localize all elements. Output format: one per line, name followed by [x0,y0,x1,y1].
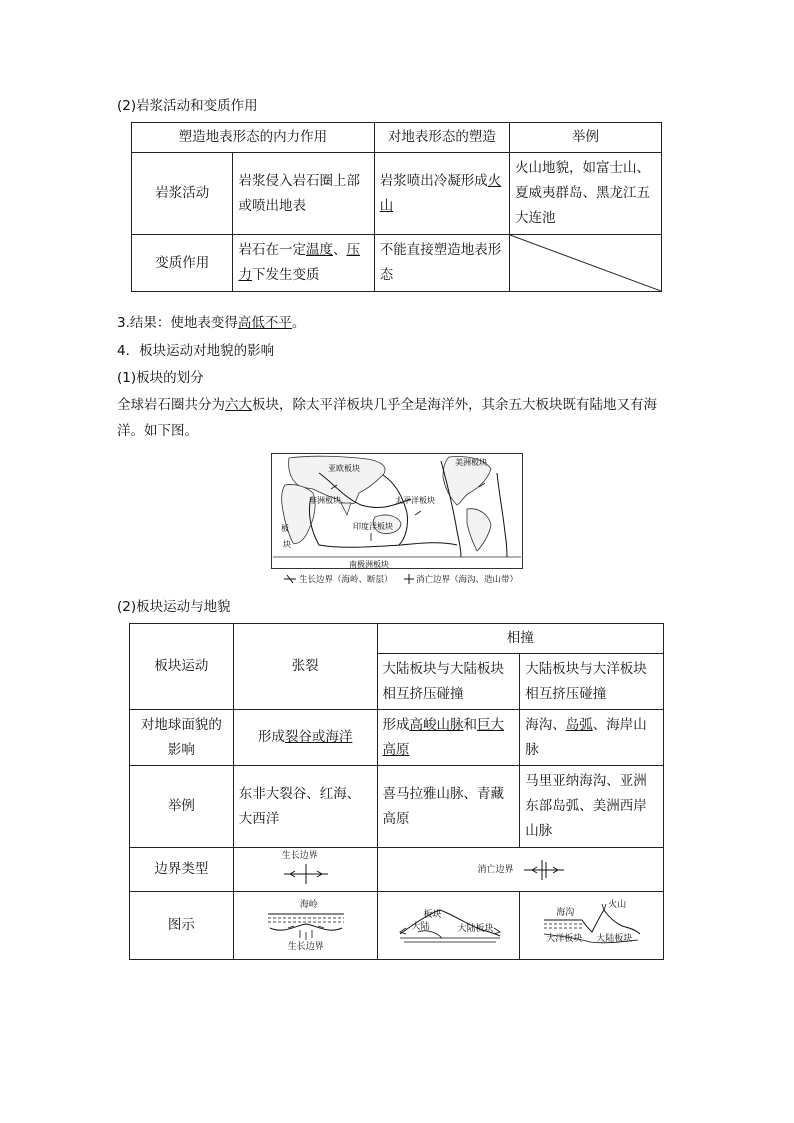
section-heading-magma: (2)岩浆活动和变质作用 [117,98,258,114]
consume-boundary-symbol [378,850,665,890]
table2-header-rift: 张裂 [233,624,377,710]
table2-diagram-cc [377,892,520,960]
table2-effect-cc: 形成高峻山脉和巨大高原 [377,710,520,766]
table2-row-example-label: 举例 [130,766,234,848]
table-plate-landforms [129,623,664,960]
table2-header-cc: 大陆板块与大陆板块相互挤压碰撞 [377,654,520,710]
growth-boundary-symbol [234,850,374,890]
rift-diagram-ridge-label: 海岭 [299,899,318,910]
map-legend [283,573,519,585]
table1-row-meta-label: 变质作用 [132,235,233,292]
result-text: 3.结果：使地表变得高低不平。 [117,315,306,331]
table2-example-rift: 东非大裂谷、红海、大西洋 [233,766,377,848]
cc-diagram-continent-label: 大陆 [411,921,430,932]
sub2-heading: (2)板块运动与地貌 [117,599,231,615]
table2-boundary-consume [377,848,663,892]
table2-diagram-co [520,892,664,960]
map-label-kuai: 块 [283,540,291,549]
table2-row-effect-label: 对地球面貌的影响 [130,710,234,766]
map-label-america: 美洲板块 [455,458,487,467]
table1-header-effect: 对地表形态的塑造 [374,123,509,153]
table2-example-co: 马里亚纳海沟、亚洲东部岛弧、美洲西岸山脉 [520,766,664,848]
table2-boundary-growth [233,848,377,892]
growth-boundary-label: 生长边界 [281,850,318,861]
map-label-ban: 板 [281,524,289,533]
table-magma-metamorphism [131,122,662,292]
table1-row-magma-label: 岩浆活动 [132,153,233,235]
cc-diagram-plate2-label: 大陆板块 [457,923,494,934]
map-label-antarctic: 南极洲板块 [349,560,389,569]
co-diagram-continent-plate-label: 大陆板块 [596,933,633,944]
map-label-eurasia: 亚欧板块 [328,464,360,473]
rift-diagram-growth-label: 生长边界 [287,941,324,952]
co-diagram-trench-label: 海沟 [556,907,575,918]
table1-row-meta-effect: 不能直接塑造地表形态 [374,235,509,292]
map-label-pacific: 太平洋板块 [395,496,435,505]
plates-paragraph: 全球岩石圈共分为六大板块，除太平洋板块几乎全是海洋外，其余五大板块既有陆地又有海洋。如下图。 [117,397,657,439]
table2-row-diagram-label: 图示 [130,892,234,960]
table1-header-force: 塑造地表形态的内力作用 [132,123,375,153]
table2-header-motion: 板块运动 [130,624,234,710]
table2-diagram-rift [233,892,377,960]
table2-example-cc: 喜马拉雅山脉、青藏高原 [377,766,520,848]
table1-row-magma-example: 火山地貌，如富士山、夏威夷群岛、黑龙江五大连池 [509,153,661,235]
plate-map-svg [271,453,523,569]
cc-diagram-plate-label: 板块 [423,909,442,920]
table1-header-example: 举例 [509,123,661,153]
table2-row-boundary-label: 边界类型 [130,848,234,892]
table1-row-magma-effect: 岩浆喷出冷凝形成火山 [374,153,509,235]
map-label-indian: 印度洋板块 [353,522,393,531]
table2-header-collision: 相撞 [377,624,663,654]
table2-effect-co: 海沟、岛弧、海岸山脉 [520,710,664,766]
section4-heading: 4．板块运动对地貌的影响 [117,343,275,359]
diagonal-slash [510,235,661,291]
table1-row-magma-process: 岩浆侵入岩石圈上部或喷出地表 [233,153,374,235]
cc-diagram [378,894,521,958]
consume-boundary-label: 消亡边界 [477,864,514,875]
growth-boundary-icon [283,574,297,584]
legend-growth: 生长边界（海岭、断层） [299,575,393,585]
plate-map [271,453,523,569]
table1-row-meta-empty-diagonal [509,235,661,292]
co-diagram-ocean-plate-label: 大洋板块 [546,933,583,944]
map-label-africa: 非洲板块 [309,496,341,505]
legend-consume: 消亡边界（海沟、造山带） [416,575,519,585]
co-diagram [520,894,664,958]
co-diagram-volcano-label: 火山 [608,899,627,910]
sub1-heading: (1)板块的划分 [117,370,204,386]
table1-row-meta-process: 岩石在一定温度、压力下发生变质 [233,235,374,292]
table2-effect-rift: 形成裂谷或海洋 [233,710,377,766]
table2-header-co: 大陆板块与大洋板块相互挤压碰撞 [520,654,664,710]
consume-boundary-icon [403,574,415,584]
